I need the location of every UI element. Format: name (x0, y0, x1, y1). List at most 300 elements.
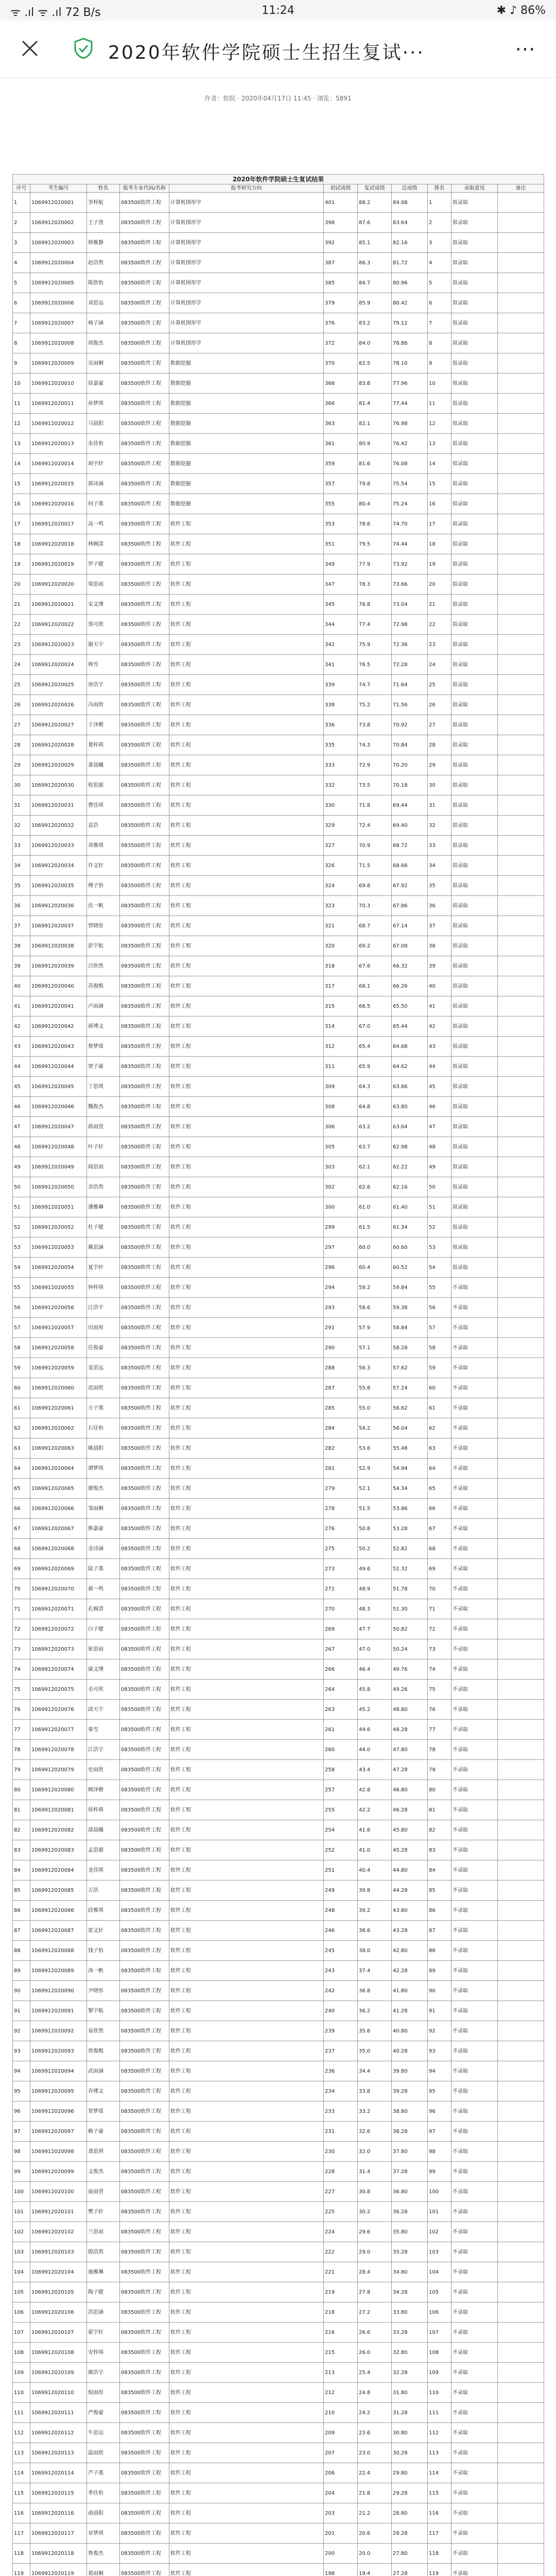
table-cell: 359 (324, 454, 358, 474)
table-cell: 083500软件工程 (120, 1740, 169, 1760)
table-cell: 1069912020050 (30, 1177, 87, 1197)
table-cell: 数据挖掘 (169, 494, 324, 514)
table-cell: 112 (13, 2423, 30, 2443)
table-cell: 72 (13, 1619, 30, 1639)
table-cell: 083500软件工程 (120, 1398, 169, 1418)
table-cell: 1069912020059 (30, 1358, 87, 1378)
table-cell: 083500软件工程 (120, 1820, 169, 1840)
table-cell: 不录取 (451, 1358, 498, 1378)
table-cell: 24.2 (358, 2403, 392, 2423)
table-cell: 5 (428, 273, 451, 293)
table-cell: 52 (428, 1217, 451, 1238)
table-cell: 083500软件工程 (120, 2001, 169, 2021)
table-cell: 68.7 (358, 916, 392, 936)
table-cell: 75.2 (358, 695, 392, 715)
table-cell: 60.4 (358, 1258, 392, 1278)
table-cell: 57.62 (392, 1358, 428, 1378)
table-cell: 083500软件工程 (120, 2122, 169, 2142)
table-cell: 392 (324, 233, 358, 253)
table-cell: 75.54 (392, 474, 428, 494)
table-cell: 27.8 (358, 2282, 392, 2302)
table-cell: 24 (428, 655, 451, 675)
table-cell: 不录取 (451, 1479, 498, 1499)
table-cell: 邹雨桐 (87, 1499, 120, 1519)
table-cell: 107 (428, 2323, 451, 2343)
table-cell: 66.26 (392, 976, 428, 996)
table-cell: 083500软件工程 (120, 1097, 169, 1117)
table-cell: 75.9 (358, 635, 392, 655)
table-cell: 45 (13, 1077, 30, 1097)
table-cell: 1069912020034 (30, 856, 87, 876)
table-cell: 赖子豪 (87, 2122, 120, 2142)
table-cell (498, 836, 544, 856)
table-cell: 39.80 (392, 2061, 428, 2081)
table-cell (498, 253, 544, 273)
table-cell: 74 (13, 1659, 30, 1680)
table-cell: 083500软件工程 (120, 1077, 169, 1097)
table-cell: 11 (13, 394, 30, 414)
table-cell: 10 (428, 374, 451, 394)
table-cell: 59.2 (358, 1278, 392, 1298)
table-cell: 213 (324, 2363, 358, 2383)
table-cell (498, 313, 544, 333)
table-cell: 13 (428, 434, 451, 454)
table-cell (498, 755, 544, 775)
table-cell: 219 (324, 2282, 358, 2302)
table-cell: 38.6 (358, 1921, 392, 1941)
table-row (13, 494, 544, 514)
table-cell: 114 (13, 2463, 30, 2483)
table-cell: 俞晨阳 (87, 2503, 120, 2523)
table-row (13, 2423, 544, 2443)
table-cell (498, 2423, 544, 2443)
table-cell: 樊子轩 (87, 2202, 120, 2222)
table-cell: 不录取 (451, 1901, 498, 1921)
table-cell (498, 2061, 544, 2081)
table-row (13, 233, 544, 253)
table-row (13, 876, 544, 896)
table-cell: 103 (13, 2242, 30, 2262)
table-cell: 夏宇轩 (87, 1258, 120, 1278)
table-cell: 30 (428, 775, 451, 795)
table-cell: 不录取 (451, 1740, 498, 1760)
table-cell: 1 (13, 193, 30, 213)
table-cell: 软件工程 (169, 2423, 324, 2443)
table-cell: 曾晓彤 (87, 916, 120, 936)
table-cell: 1069912020081 (30, 1800, 87, 1820)
table-cell: 不录取 (451, 2202, 498, 2222)
table-cell: 韩雅静 (87, 233, 120, 253)
table-cell: 拟录取 (451, 635, 498, 655)
table-row (13, 595, 544, 615)
table-cell: 53.6 (358, 1438, 392, 1459)
table-cell: 323 (324, 896, 358, 916)
table-cell: 35 (428, 876, 451, 896)
table-cell (498, 1639, 544, 1659)
table-cell: 60 (13, 1378, 30, 1398)
table-cell: 207 (324, 2443, 358, 2463)
table-cell: 1069912020014 (30, 454, 87, 474)
table-cell: 45.8 (358, 1680, 392, 1700)
table-cell: 不录取 (451, 2323, 498, 2343)
table-cell: 62.1 (358, 1157, 392, 1177)
table-cell: 111 (13, 2403, 30, 2423)
table-cell: 76 (428, 1700, 451, 1720)
table-cell: 12 (428, 414, 451, 434)
table-row (13, 1599, 544, 1619)
table-cell: 76 (13, 1700, 30, 1720)
table-cell: 软件工程 (169, 916, 324, 936)
table-cell: 73 (13, 1639, 30, 1659)
table-cell: 083500软件工程 (120, 1057, 169, 1077)
table-cell: 8 (428, 333, 451, 353)
table-cell: 102 (13, 2222, 30, 2242)
table-cell: 48.28 (392, 1720, 428, 1740)
table-row (13, 715, 544, 735)
table-cell: 拟录取 (451, 313, 498, 333)
table-cell: 281 (324, 1459, 358, 1479)
table-cell: 083500软件工程 (120, 2483, 169, 2503)
table-cell: 不录取 (451, 1438, 498, 1459)
status-bar (0, 0, 556, 21)
table-cell: 083500软件工程 (120, 1278, 169, 1298)
table-cell: 69 (13, 1559, 30, 1579)
table-cell: 不录取 (451, 2142, 498, 2162)
table-cell: 87 (13, 1921, 30, 1941)
table-cell: 338 (324, 695, 358, 715)
table-cell: 白子健 (87, 1619, 120, 1639)
table-cell: 083500软件工程 (120, 2282, 169, 2302)
table-cell: 18 (13, 534, 30, 554)
table-cell: 9 (13, 353, 30, 374)
table-cell: 软件工程 (169, 695, 324, 715)
table-cell (498, 876, 544, 896)
table-cell: 软件工程 (169, 615, 324, 635)
table-cell: 拟录取 (451, 1117, 498, 1137)
table-cell: 1069912020038 (30, 936, 87, 956)
table-cell (498, 474, 544, 494)
table-cell: 29.28 (392, 2483, 428, 2503)
table-cell: 不录取 (451, 1278, 498, 1298)
table-cell (498, 856, 544, 876)
table-cell (498, 2222, 544, 2242)
table-cell: 38 (13, 936, 30, 956)
table-cell: 沈一帆 (87, 896, 120, 916)
table-row (13, 1418, 544, 1438)
table-cell (498, 1378, 544, 1398)
table-cell: 083500软件工程 (120, 1157, 169, 1177)
table-cell: 27 (428, 715, 451, 735)
table-cell: 卢雨涵 (87, 996, 120, 1016)
table-cell: 83.64 (392, 213, 428, 233)
table-cell: 210 (324, 2403, 358, 2423)
table-cell (498, 2463, 544, 2483)
table-cell: 43.4 (358, 1760, 392, 1780)
table-cell: 不录取 (451, 1338, 498, 1358)
table-cell: 237 (324, 2041, 358, 2061)
table-cell: 36 (428, 896, 451, 916)
table-header-cell: 总成绩 (392, 184, 428, 193)
table-cell: 89 (428, 1961, 451, 1981)
table-cell: 290 (324, 1338, 358, 1358)
table-cell: 郭诗涵 (87, 474, 120, 494)
table-cell: 1069912020021 (30, 595, 87, 615)
table-row (13, 675, 544, 695)
table-cell: 软件工程 (169, 2222, 324, 2242)
table-cell (498, 655, 544, 675)
table-cell: 78.10 (392, 353, 428, 374)
table-cell: 215 (324, 2343, 358, 2363)
table-cell: 不录取 (451, 2041, 498, 2061)
table-cell: 不录取 (451, 1599, 498, 1619)
table-cell: 软件工程 (169, 1217, 324, 1238)
table-cell: 70.20 (392, 755, 428, 775)
table-cell (498, 1519, 544, 1539)
table-cell: 083500软件工程 (120, 635, 169, 655)
table-row (13, 2142, 544, 2162)
table-cell: 73.66 (392, 574, 428, 595)
table-cell (498, 1459, 544, 1479)
table-cell: 拟录取 (451, 996, 498, 1016)
table-cell: 软件工程 (169, 1298, 324, 1318)
table-cell: 1 (428, 193, 451, 213)
table-cell: 68 (428, 1539, 451, 1559)
table-cell: 崔思雨 (87, 1639, 120, 1659)
table-cell (498, 2483, 544, 2503)
table-cell: 79 (428, 1760, 451, 1780)
status-time: 11:24 (262, 4, 294, 17)
table-cell: 50.82 (392, 1619, 428, 1639)
table-cell: 牛思远 (87, 2423, 120, 2443)
table-cell: 23.0 (358, 2443, 392, 2463)
table-cell: 拟录取 (451, 1238, 498, 1258)
table-cell: 372 (324, 333, 358, 353)
table-cell: 76.5 (358, 655, 392, 675)
table-cell: 083500软件工程 (120, 554, 169, 574)
table-row (13, 2081, 544, 2102)
table-cell: 郑可欣 (87, 615, 120, 635)
table-cell (498, 1840, 544, 1860)
table-cell (498, 1981, 544, 2001)
table-cell (498, 1097, 544, 1117)
table-cell: 44 (428, 1057, 451, 1077)
table-cell: 297 (324, 1238, 358, 1258)
table-cell: 73.8 (358, 715, 392, 735)
table-cell: 软件工程 (169, 856, 324, 876)
table-row (13, 2363, 544, 2383)
table-cell: 1069912020108 (30, 2343, 87, 2363)
table-row (13, 1258, 544, 1278)
table-cell: 17 (13, 514, 30, 534)
table-cell: 软件工程 (169, 1358, 324, 1378)
table-cell: 软件工程 (169, 2282, 324, 2302)
table-cell: 083500软件工程 (120, 1680, 169, 1700)
table-cell: 1069912020058 (30, 1338, 87, 1358)
table-cell: 41.0 (358, 1840, 392, 1860)
table-cell: 79.12 (392, 313, 428, 333)
table-cell: 82 (13, 1820, 30, 1840)
table-cell: 65.44 (392, 1016, 428, 1037)
table-cell: 1069912020047 (30, 1117, 87, 1137)
table-cell: 119 (13, 2564, 30, 2576)
table-cell: 083500软件工程 (120, 213, 169, 233)
table-cell: 69.8 (358, 876, 392, 896)
table-cell: 葛雨桐 (87, 2564, 120, 2576)
table-cell: 083500软件工程 (120, 2403, 169, 2423)
table-cell: 67 (13, 1519, 30, 1539)
table-cell: 083500软件工程 (120, 2081, 169, 2102)
table-cell: 81.6 (358, 454, 392, 474)
table-cell: 不录取 (451, 2001, 498, 2021)
table-cell: 083500软件工程 (120, 494, 169, 514)
table-cell: 计算机图形学 (169, 253, 324, 273)
table-cell: 拟录取 (451, 1157, 498, 1177)
table-cell: 083500软件工程 (120, 2182, 169, 2202)
table-cell: 67.0 (358, 1016, 392, 1037)
table-cell: 109 (13, 2363, 30, 2383)
table-cell: 40.28 (392, 2041, 428, 2061)
table-cell: 1069912020010 (30, 374, 87, 394)
close-icon[interactable] (21, 39, 39, 58)
table-cell: 1069912020063 (30, 1438, 87, 1459)
table-cell: 116 (13, 2503, 30, 2523)
table-cell: 不录取 (451, 1941, 498, 1961)
table-cell: 1069912020082 (30, 1820, 87, 1840)
more-icon[interactable]: ⋯ (515, 37, 535, 61)
table-cell: 41 (428, 996, 451, 1016)
table-cell: 1069912020069 (30, 1559, 87, 1579)
table-cell: 1069912020066 (30, 1499, 87, 1519)
table-cell: 56 (13, 1298, 30, 1318)
table-cell: 083500软件工程 (120, 795, 169, 816)
table-cell: 1069912020006 (30, 293, 87, 313)
table-cell: 余浩然 (87, 1177, 120, 1197)
table-cell: 209 (324, 2423, 358, 2443)
table-header-cell: 初试成绩 (324, 184, 358, 193)
table-cell: 不录取 (451, 2182, 498, 2202)
table-cell: 54.94 (392, 1459, 428, 1479)
table-cell: 47 (428, 1117, 451, 1137)
table-cell: 112 (428, 2423, 451, 2443)
table-cell: 88 (428, 1941, 451, 1961)
table-cell: 20 (13, 574, 30, 595)
table-cell: 康文博 (87, 1659, 120, 1680)
table-cell: 拟录取 (451, 494, 498, 514)
table-cell: 83 (428, 1840, 451, 1860)
table-cell (498, 213, 544, 233)
table-cell (498, 2544, 544, 2564)
table-cell: 拟录取 (451, 474, 498, 494)
table-cell: 25 (428, 675, 451, 695)
table-cell: 55 (428, 1278, 451, 1298)
table-row (13, 2061, 544, 2081)
table-cell: 75 (13, 1680, 30, 1700)
table-cell: 62 (13, 1418, 30, 1438)
table-cell: 1069912020008 (30, 333, 87, 353)
table-cell: 49.6 (358, 1559, 392, 1579)
table-cell: 1069912020017 (30, 514, 87, 534)
table-cell: 53.86 (392, 1499, 428, 1519)
table-cell: 拟录取 (451, 273, 498, 293)
table-cell: 82.1 (358, 414, 392, 434)
table-cell: 66.5 (358, 996, 392, 1016)
table-cell: 42.8 (358, 1780, 392, 1800)
table-header-cell: 姓名 (87, 184, 120, 193)
table-cell (498, 1238, 544, 1258)
table-cell: 89 (13, 1961, 30, 1981)
table-cell: 兰思雨 (87, 2222, 120, 2242)
table-cell: 拟录取 (451, 1177, 498, 1197)
table-cell: 347 (324, 574, 358, 595)
table-cell: 董梓萌 (87, 735, 120, 755)
table-cell: 洪思涵 (87, 2302, 120, 2323)
table-cell: 不录取 (451, 2443, 498, 2463)
table-cell (498, 514, 544, 534)
table-cell: 拟录取 (451, 675, 498, 695)
table-cell: 46.28 (392, 1800, 428, 1820)
table-cell: 47.0 (358, 1639, 392, 1659)
table-cell: 78.88 (392, 333, 428, 353)
table-cell: 57 (13, 1318, 30, 1338)
table-cell: 拟录取 (451, 775, 498, 795)
table-cell (498, 2041, 544, 2061)
table-row (13, 1961, 544, 1981)
table-cell: 拟录取 (451, 514, 498, 534)
table-cell: 软件工程 (169, 1720, 324, 1740)
table-row (13, 2463, 544, 2483)
table-cell: 不录取 (451, 1921, 498, 1941)
table-cell: 339 (324, 675, 358, 695)
table-row (13, 836, 544, 856)
table-cell: 29.6 (358, 2222, 392, 2242)
table-cell: 拟录取 (451, 715, 498, 735)
table-cell: 29.80 (392, 2463, 428, 2483)
table-cell: 083500软件工程 (120, 1238, 169, 1258)
table-cell: 272 (324, 1579, 358, 1599)
table-cell: 251 (324, 1860, 358, 1880)
table-cell: 29.0 (358, 2242, 392, 2262)
table-cell: 78 (13, 1740, 30, 1760)
table-cell: 254 (324, 1820, 358, 1840)
table-cell: 计算机图形学 (169, 333, 324, 353)
table-cell: 56 (428, 1298, 451, 1318)
table-cell: 233 (324, 2102, 358, 2122)
table-cell: 28 (13, 735, 30, 755)
table-cell: 76.98 (392, 414, 428, 434)
table-cell: 61.40 (392, 1197, 428, 1217)
table-cell (498, 1037, 544, 1057)
table-cell: 85 (13, 1880, 30, 1901)
table-cell: 戴思涵 (87, 1238, 120, 1258)
table-cell (498, 1780, 544, 1800)
table-cell: 083500软件工程 (120, 534, 169, 554)
table-cell: 379 (324, 293, 358, 313)
table-cell: 34.28 (392, 2282, 428, 2302)
table-cell: 303 (324, 1157, 358, 1177)
table-cell: 拟录取 (451, 414, 498, 434)
table-cell: 1069912020020 (30, 574, 87, 595)
table-cell: 70.9 (358, 836, 392, 856)
table-cell (498, 1479, 544, 1499)
table-cell: 19 (428, 554, 451, 574)
table-cell: 70 (428, 1579, 451, 1599)
table-cell: 401 (324, 193, 358, 213)
table-cell: 1069912020024 (30, 655, 87, 675)
table-cell: 82.5 (358, 353, 392, 374)
table-cell: 软件工程 (169, 1157, 324, 1177)
table-cell: 软件工程 (169, 1418, 324, 1438)
table-cell: 软件工程 (169, 2483, 324, 2503)
